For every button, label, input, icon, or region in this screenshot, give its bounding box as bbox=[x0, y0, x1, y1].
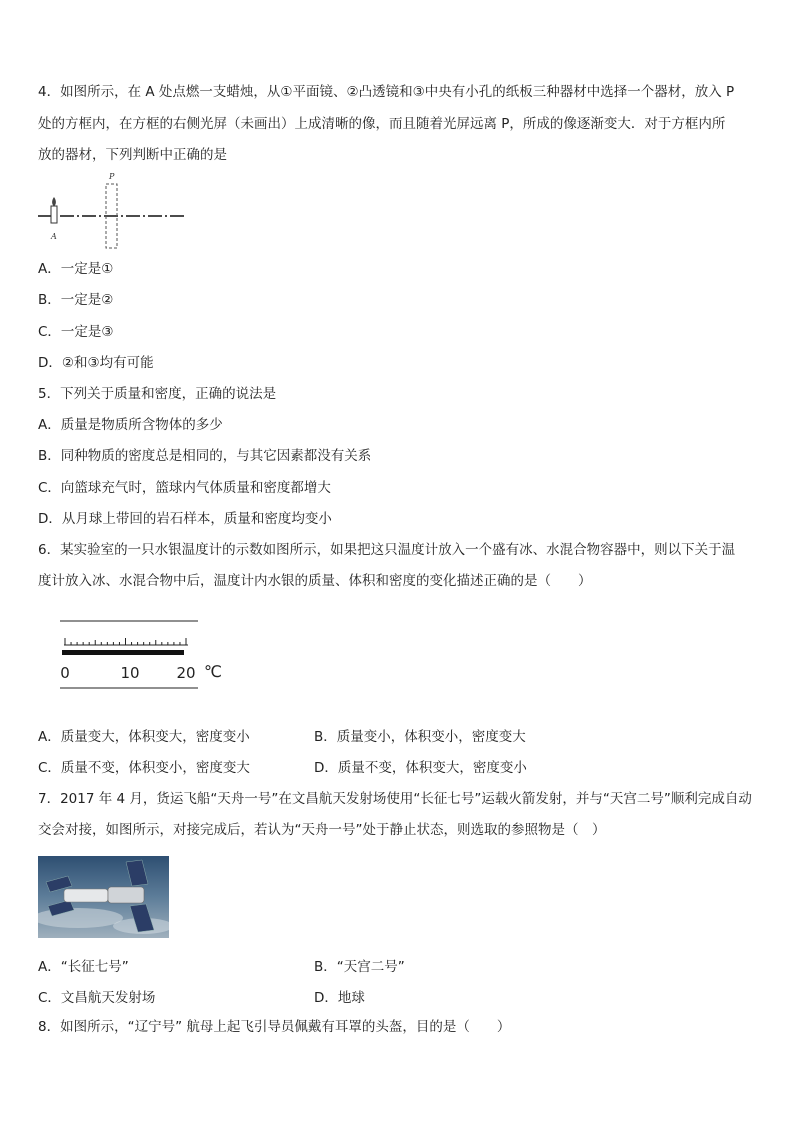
q4-stem-line3: 放的器材，下列判断中正确的是 bbox=[38, 147, 227, 163]
q6-option-d: D．质量不变，体积变大，密度变小 bbox=[314, 760, 527, 776]
q7-option-c: C．文昌航天发射场 bbox=[38, 990, 156, 1006]
q5-option-b: B．同种物质的密度总是相同的，与其它因素都没有关系 bbox=[38, 448, 372, 464]
q4-option-a: A．一定是① bbox=[38, 261, 114, 277]
q4-stem-line1: 4．如图所示，在 A 处点燃一支蜡烛，从①平面镜、②凸透镜和③中央有小孔的纸板三种器材中选择一个器材，放入 P bbox=[38, 84, 735, 100]
tianzhou-body bbox=[64, 889, 108, 902]
tick-label-10: 10 bbox=[120, 664, 140, 682]
tick-label-20: 20 bbox=[176, 664, 196, 682]
docking-photo bbox=[38, 856, 169, 938]
q5-option-d: D．从月球上带回的岩石样本，质量和密度均变小 bbox=[38, 511, 332, 527]
thermometer-figure bbox=[56, 615, 236, 695]
q5-option-a: A．质量是物质所含物体的多少 bbox=[38, 417, 223, 433]
q8-stem: 8．如图所示，“辽宁号” 航母上起飞引导员佩戴有耳罩的头盔，目的是（ ） bbox=[38, 1019, 511, 1035]
q7-stem-line2: 交会对接，如图所示，对接完成后，若认为“天舟一号”处于静止状态，则选取的参照物是（ ） bbox=[38, 822, 606, 838]
mercury-column bbox=[62, 650, 184, 655]
candle-flame bbox=[52, 197, 56, 206]
tiangong-body bbox=[108, 887, 144, 903]
q7-stem-line1: 7．2017 年 4 月，货运飞船“天舟一号”在文昌航天发射场使用“长征七号”运载火箭发射，并与“天宫二号”顺利完成自动 bbox=[38, 791, 752, 807]
q7-option-a: A．“长征七号” bbox=[38, 959, 129, 975]
unit-celsius: ℃ bbox=[204, 662, 222, 681]
q4-option-c: C．一定是③ bbox=[38, 324, 114, 340]
tick-label-0: 0 bbox=[60, 664, 70, 682]
q4-stem-line2: 处的方框内，在方框的右侧光屏（未画出）上成清晰的像，而且随着光屏远离 P，所成的像逐渐变大．对于方框内所 bbox=[38, 116, 726, 132]
label-p: P bbox=[109, 172, 115, 181]
q4-option-b: B．一定是② bbox=[38, 292, 114, 308]
q5-stem: 5．下列关于质量和密度，正确的说法是 bbox=[38, 386, 277, 402]
q5-option-c: C．向篮球充气时，篮球内气体质量和密度都增大 bbox=[38, 480, 331, 496]
q6-stem-line1: 6．某实验室的一只水银温度计的示数如图所示，如果把这只温度计放入一个盛有冰、水混合物容器中，则以下关于温 bbox=[38, 542, 736, 558]
q6-stem-line2: 度计放入冰、水混合物中后，温度计内水银的质量、体积和密度的变化描述正确的是（ ） bbox=[38, 573, 592, 589]
q7-option-d: D．地球 bbox=[314, 990, 365, 1006]
label-a: A bbox=[51, 232, 57, 241]
q6-option-b: B．质量变小，体积变小，密度变大 bbox=[314, 729, 526, 745]
q6-option-c: C．质量不变，体积变小，密度变大 bbox=[38, 760, 250, 776]
scale-ticks bbox=[65, 638, 186, 645]
q6-option-a: A．质量变大，体积变大，密度变小 bbox=[38, 729, 250, 745]
q7-option-b: B．“天宫二号” bbox=[314, 959, 405, 975]
q4-option-d: D．②和③均有可能 bbox=[38, 355, 154, 371]
candle bbox=[51, 206, 57, 223]
q4-optics-figure bbox=[36, 168, 188, 250]
